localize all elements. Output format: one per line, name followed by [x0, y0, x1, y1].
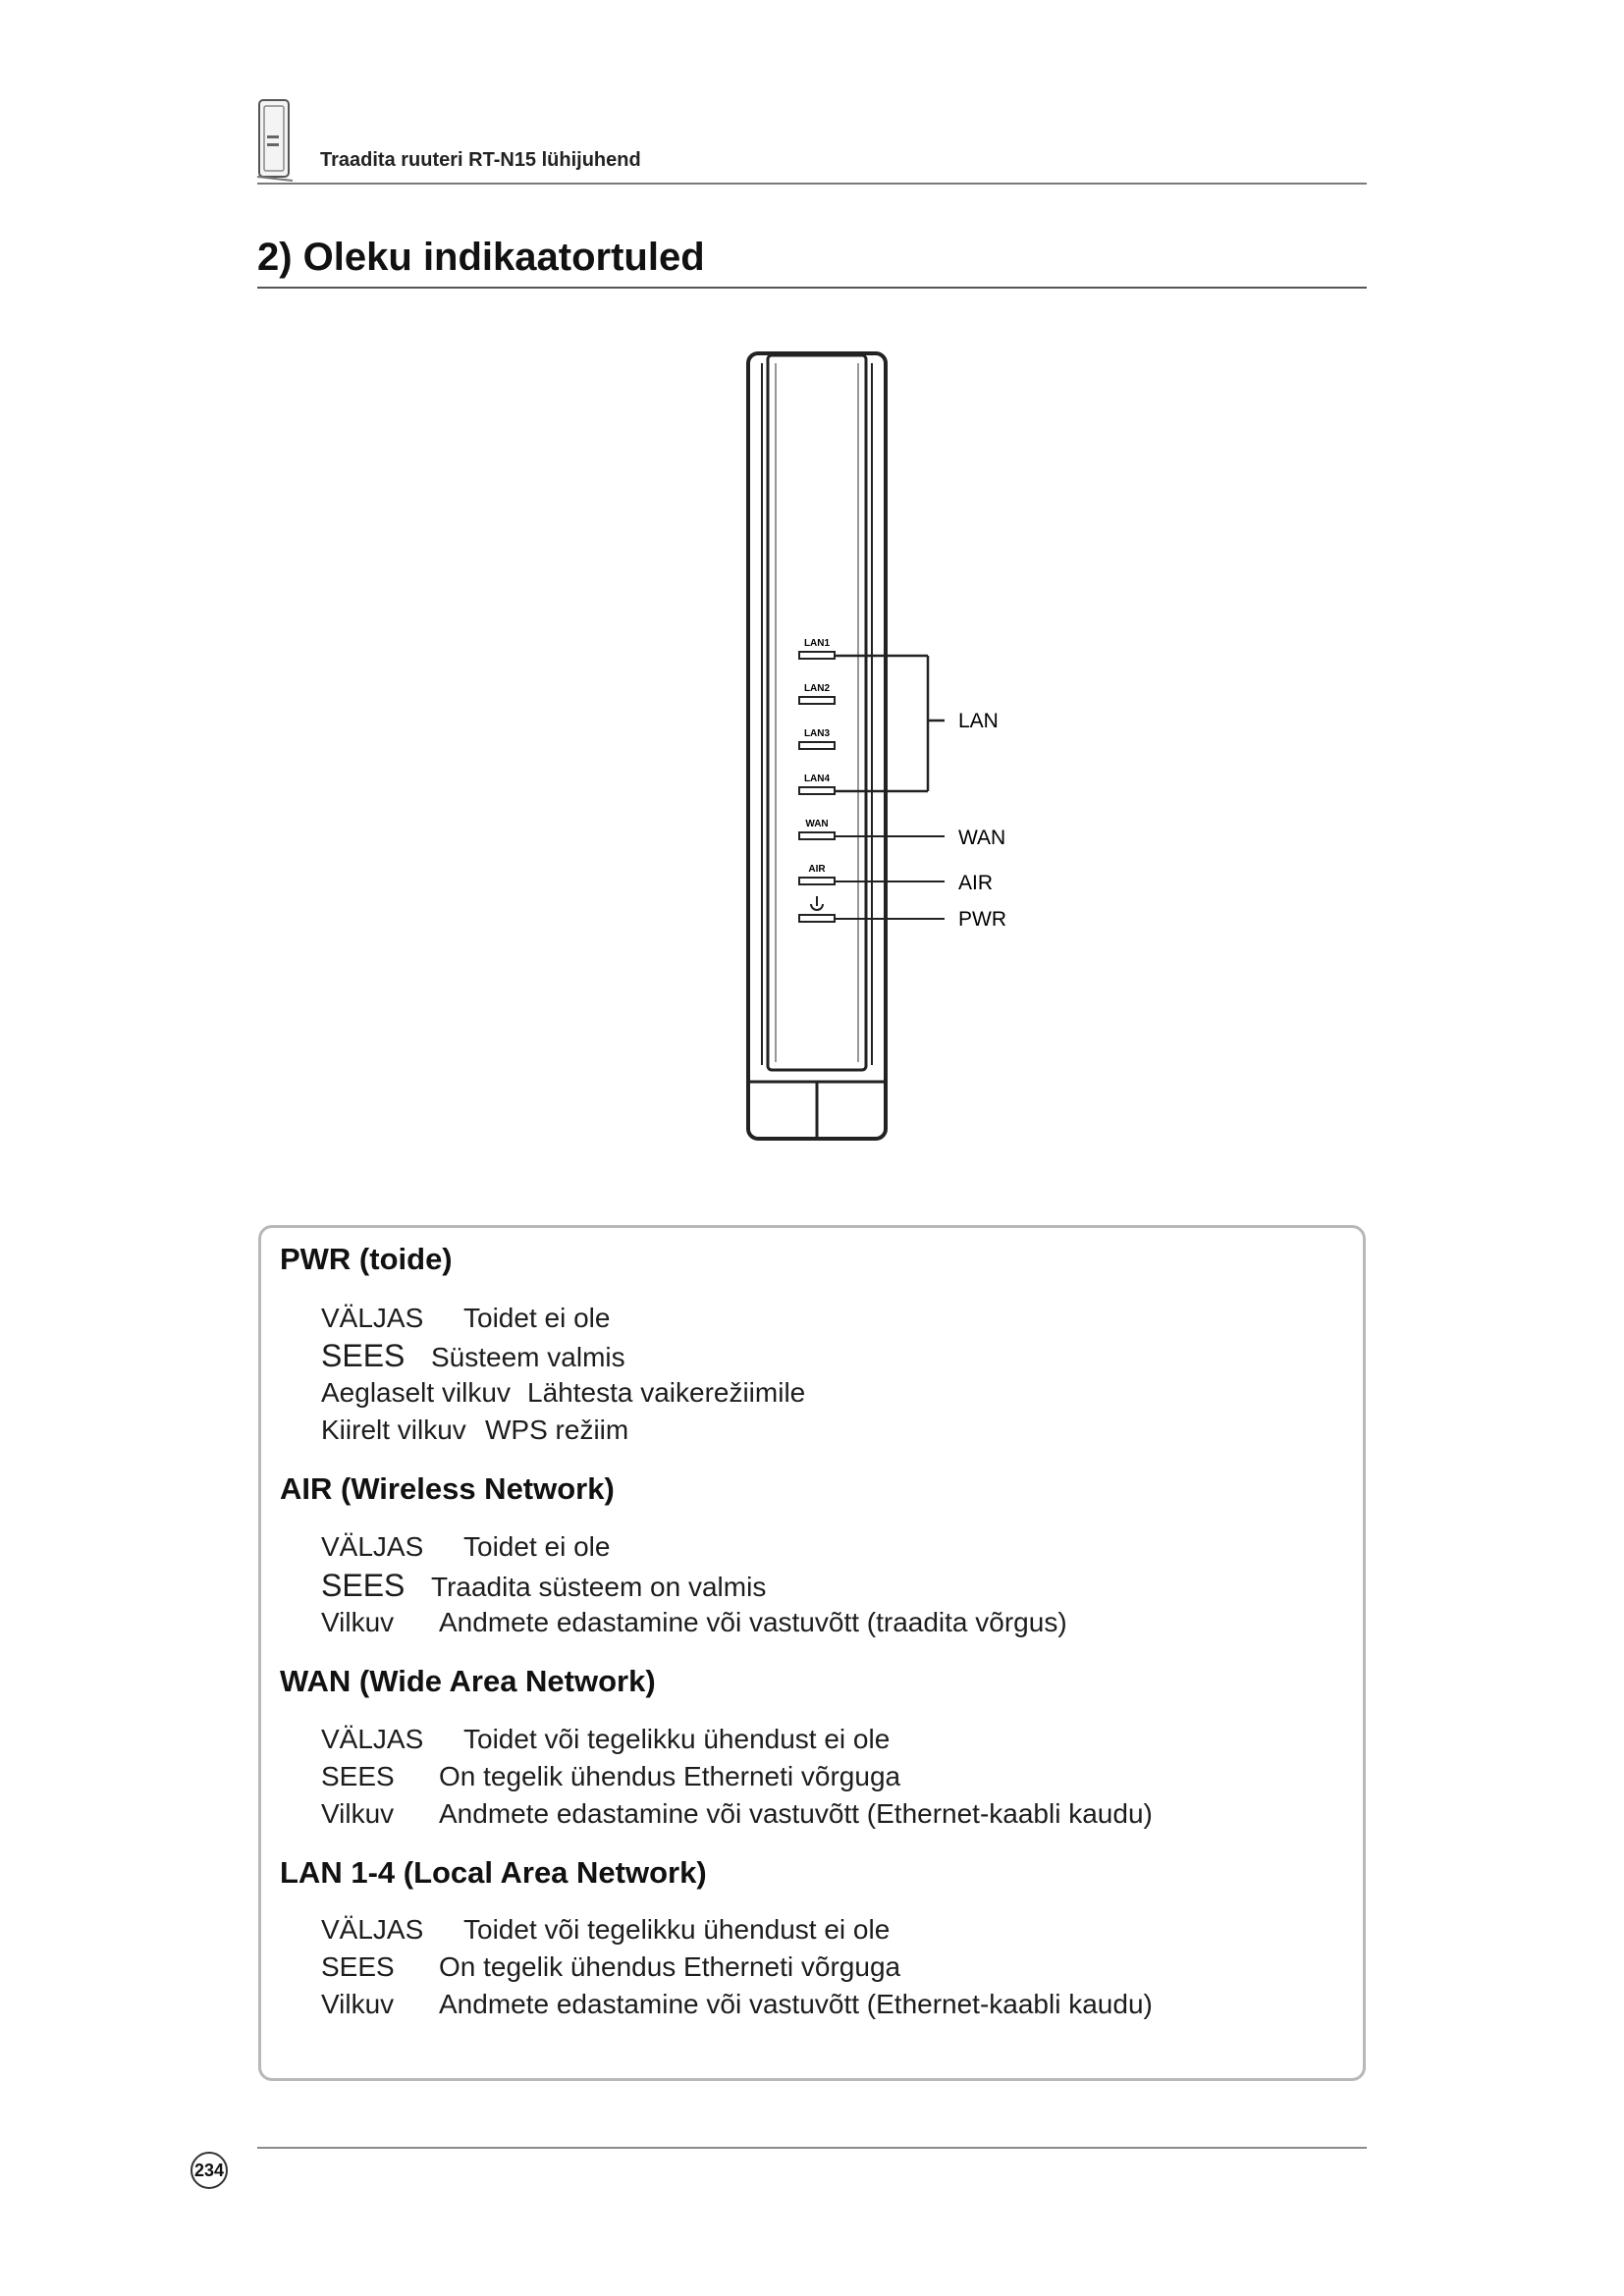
led-label-wan: WAN [805, 819, 829, 829]
page-number: 234 [190, 2152, 228, 2189]
status-description: On tegelik ühendus Etherneti võrguga [439, 1761, 901, 1791]
router-thumbnail-icon [253, 96, 297, 183]
callout-wan: WAN [958, 827, 1006, 849]
status-description: Andmete edastamine või vastuvõtt (Ethernet-kaabli kaudu) [439, 1798, 1153, 1829]
status-description: WPS režiim [485, 1415, 629, 1445]
header-divider [257, 183, 1367, 185]
status-description: Toidet ei ole [463, 1303, 611, 1333]
pwr-row-on [321, 1338, 625, 1374]
section-heading-wan: WAN (Wide Area Network) [280, 1664, 656, 1698]
status-state: VÄLJAS [321, 1303, 424, 1333]
router-inner-panel [768, 355, 866, 1070]
led-pwr [799, 915, 835, 922]
air-row-off [321, 1531, 610, 1563]
status-state: SEES [321, 1568, 406, 1603]
led-air [799, 878, 835, 884]
status-state: VÄLJAS [321, 1914, 424, 1945]
wan-row-on [321, 1761, 900, 1792]
status-state: Vilkuv [321, 1607, 395, 1637]
section-heading-lan: LAN 1-4 (Local Area Network) [280, 1855, 707, 1890]
led-wan [799, 832, 835, 839]
running-header-title: Traadita ruuteri RT-N15 lühijuhend [320, 149, 641, 171]
router-front-panel-diagram [727, 344, 1041, 1148]
status-description: Süsteem valmis [431, 1342, 625, 1372]
section-heading-pwr: PWR (toide) [280, 1242, 453, 1276]
status-description: Andmete edastamine või vastuvõtt (Ethernet-kaabli kaudu) [439, 1989, 1153, 2019]
status-description: On tegelik ühendus Etherneti võrguga [439, 1951, 901, 1982]
status-description: Traadita süsteem on valmis [431, 1572, 767, 1602]
lan-row-on [321, 1951, 900, 1983]
callout-lan: LAN [958, 710, 999, 732]
led-label-lan2: LAN2 [803, 683, 831, 694]
status-state: SEES [321, 1761, 395, 1791]
title-divider [257, 287, 1367, 289]
led-lan1 [799, 652, 835, 659]
status-state: VÄLJAS [321, 1531, 424, 1562]
led-lan4 [799, 787, 835, 794]
status-state: VÄLJAS [321, 1724, 424, 1754]
wan-row-off [321, 1724, 890, 1755]
pwr-row-fast-blink [321, 1415, 628, 1446]
led-label-lan3: LAN3 [803, 728, 831, 739]
led-label-lan1: LAN1 [803, 638, 831, 649]
status-description: Toidet ei ole [463, 1531, 611, 1562]
pwr-row-off [321, 1303, 610, 1334]
led-lan3 [799, 742, 835, 749]
status-state: Vilkuv [321, 1989, 395, 2019]
wan-row-blink [321, 1798, 1153, 1830]
air-row-on [321, 1568, 766, 1604]
section-title: 2) Oleku indikaatortuled [257, 236, 705, 279]
led-lan2 [799, 697, 835, 704]
status-state: Kiirelt vilkuv [321, 1415, 466, 1445]
led-label-lan4: LAN4 [803, 774, 831, 784]
air-row-blink [321, 1607, 1067, 1638]
status-description: Lähtesta vaikerežiimile [527, 1377, 806, 1408]
lan-row-off [321, 1914, 890, 1946]
section-heading-air: AIR (Wireless Network) [280, 1471, 615, 1506]
lan-row-blink [321, 1989, 1153, 2020]
status-state: Vilkuv [321, 1798, 395, 1829]
status-description: Toidet või tegelikku ühendust ei ole [463, 1914, 891, 1945]
status-state: SEES [321, 1951, 395, 1982]
callout-pwr: PWR [958, 908, 1006, 931]
footer-divider [257, 2147, 1367, 2149]
callout-air: AIR [958, 872, 994, 894]
led-label-air: AIR [808, 864, 826, 875]
pwr-row-slow-blink [321, 1377, 805, 1409]
status-state: SEES [321, 1338, 406, 1373]
status-description: Andmete edastamine või vastuvõtt (traadita võrgus) [439, 1607, 1067, 1637]
status-description: Toidet või tegelikku ühendust ei ole [463, 1724, 891, 1754]
status-state: Aeglaselt vilkuv [321, 1377, 511, 1408]
